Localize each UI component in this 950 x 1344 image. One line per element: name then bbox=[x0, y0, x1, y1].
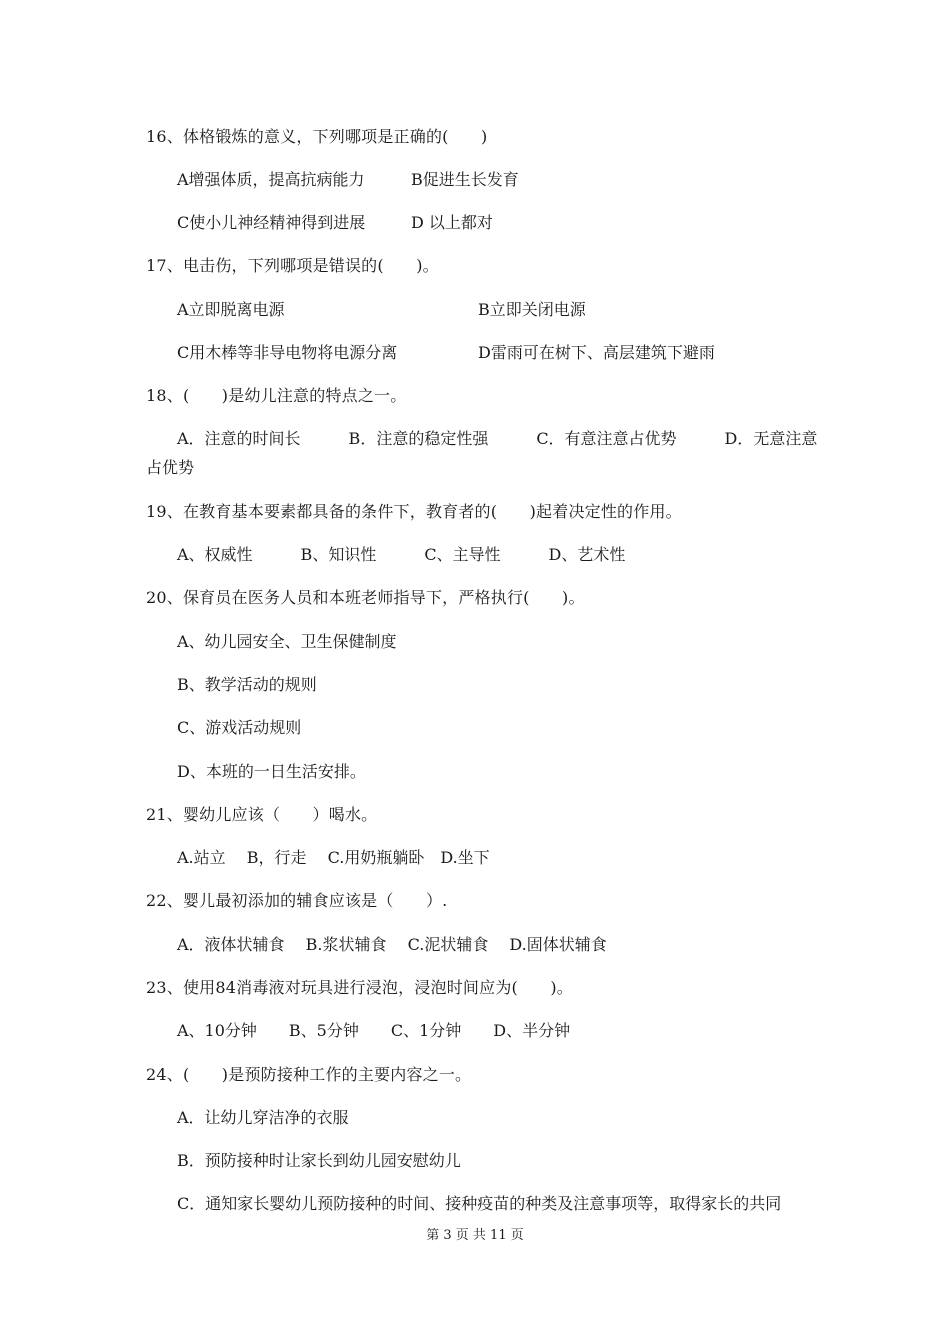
question-16-stem: 16、体格锻炼的意义，下列哪项是正确的( ) bbox=[146, 127, 488, 146]
question-24-option-b: B．预防接种时让家长到幼儿园安慰幼儿 bbox=[177, 1151, 461, 1170]
page-number-footer: 第 3 页 共 11 页 bbox=[426, 1228, 524, 1243]
question-23-stem: 23、使用84消毒液对玩具进行浸泡，浸泡时间应为( )。 bbox=[146, 978, 574, 997]
question-19-options: A、权威性 B、知识性 C、主导性 D、艺术性 bbox=[177, 545, 626, 564]
question-21-stem: 21、婴幼儿应该（ ）喝水。 bbox=[146, 805, 378, 824]
question-16-option-b: B促进生长发育 bbox=[411, 170, 519, 189]
question-16-option-a: A增强体质，提高抗病能力 bbox=[177, 170, 365, 189]
question-17-option-c: C用木棒等非导电物将电源分离 bbox=[177, 343, 398, 362]
question-17-option-b: B立即关闭电源 bbox=[478, 300, 586, 319]
question-24-option-a: A．让幼儿穿洁净的衣服 bbox=[177, 1108, 349, 1127]
question-16-option-d: D 以上都对 bbox=[411, 213, 493, 232]
question-20-option-c: C、游戏活动规则 bbox=[177, 718, 302, 737]
question-19-stem: 19、在教育基本要素都具备的条件下，教育者的( )起着决定性的作用。 bbox=[146, 502, 682, 521]
question-18-options: A．注意的时间长 B．注意的稳定性强 C．有意注意占优势 D．无意注意 bbox=[177, 429, 818, 448]
question-23-options: A、10分钟 B、5分钟 C、1分钟 D、半分钟 bbox=[177, 1021, 571, 1040]
question-20-stem: 20、保育员在医务人员和本班老师指导下，严格执行( )。 bbox=[146, 588, 585, 607]
question-20-option-d: D、本班的一日生活安排。 bbox=[177, 762, 366, 781]
question-18-stem: 18、( )是幼儿注意的特点之一。 bbox=[146, 386, 407, 405]
question-21-options: A.站立 B，行走 C.用奶瓶躺卧 D.坐下 bbox=[177, 848, 490, 867]
question-24-option-c: C．通知家长婴幼儿预防接种的时间、接种疫苗的种类及注意事项等，取得家长的共同 bbox=[177, 1194, 782, 1213]
question-20-option-b: B、教学活动的规则 bbox=[177, 675, 317, 694]
question-22-stem: 22、婴儿最初添加的辅食应该是（ ）. bbox=[146, 891, 448, 910]
question-18-options-wrap: 占优势 bbox=[146, 458, 195, 477]
question-24-stem: 24、( )是预防接种工作的主要内容之一。 bbox=[146, 1065, 472, 1084]
question-16-option-c: C使小儿神经精神得到进展 bbox=[177, 213, 366, 232]
question-17-option-d: D雷雨可在树下、高层建筑下避雨 bbox=[478, 343, 715, 362]
question-17-stem: 17、电击伤，下列哪项是错误的( )。 bbox=[146, 256, 439, 275]
question-22-options: A．液体状辅食 B.浆状辅食 C.泥状辅食 D.固体状辅食 bbox=[177, 935, 607, 954]
question-20-option-a: A、幼儿园安全、卫生保健制度 bbox=[177, 632, 397, 651]
question-17-option-a: A立即脱离电源 bbox=[177, 300, 285, 319]
